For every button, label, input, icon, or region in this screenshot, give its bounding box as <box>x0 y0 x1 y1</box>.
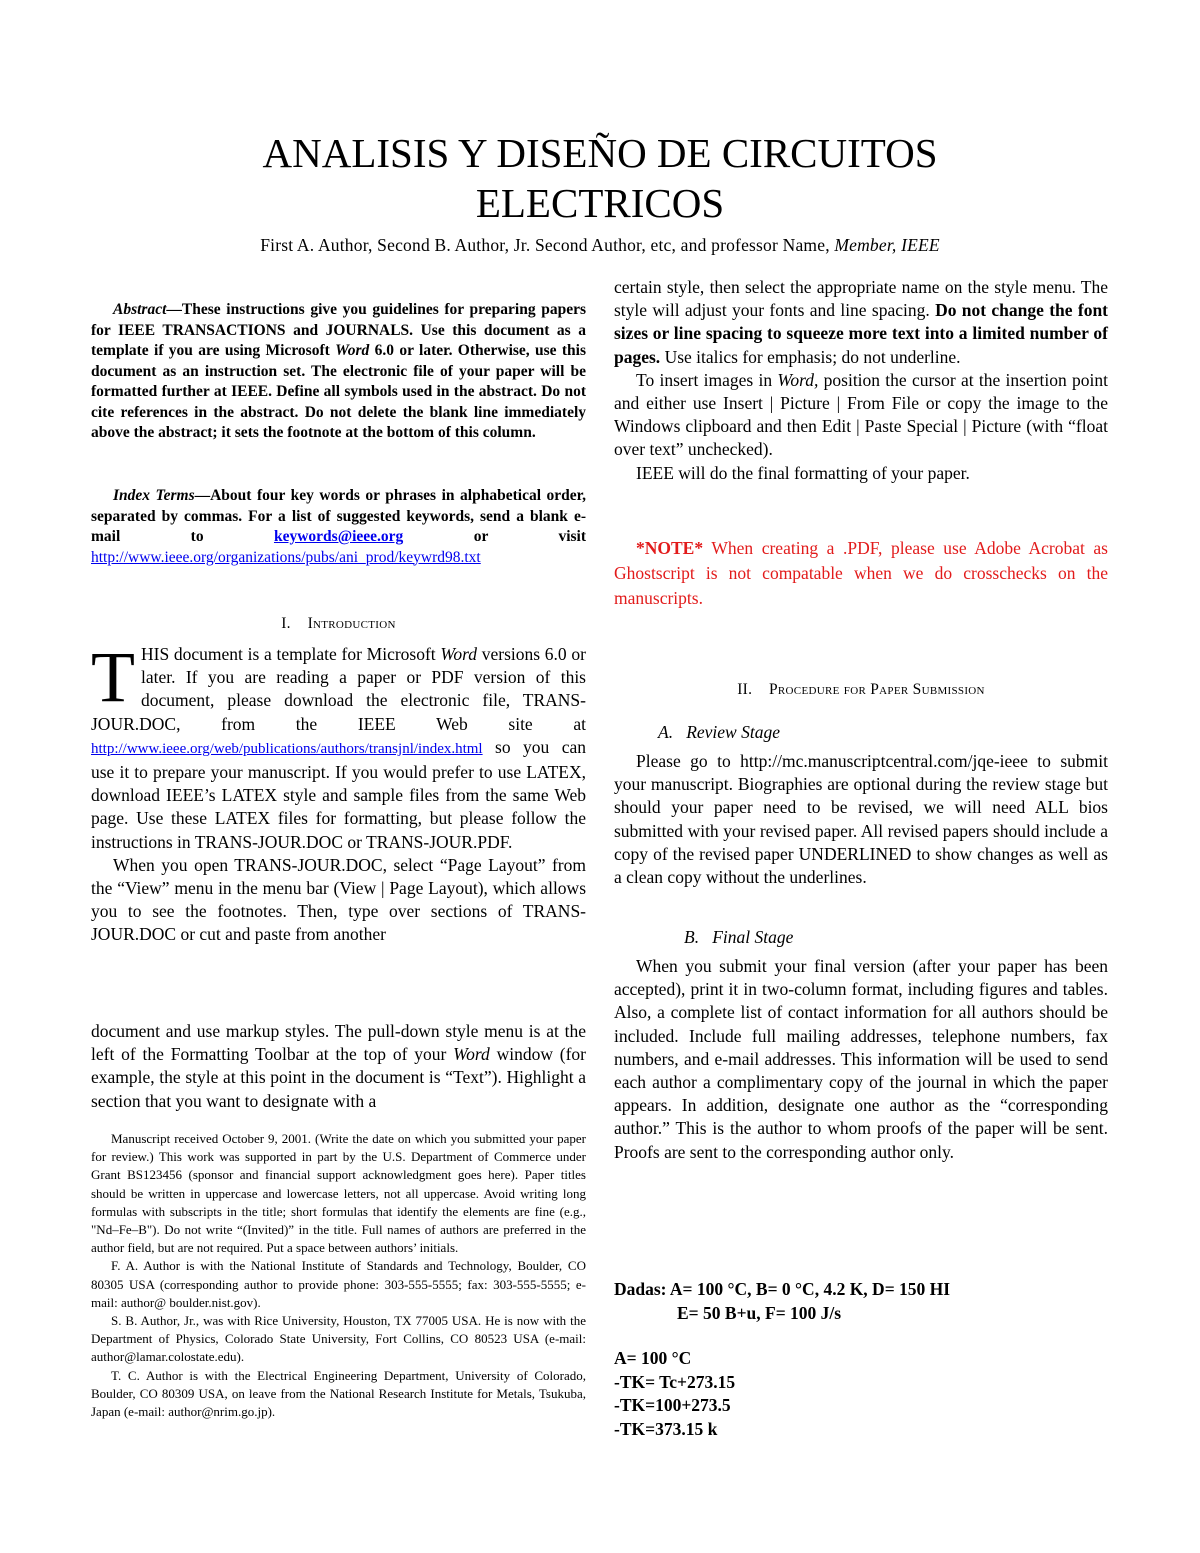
note-body: When creating a .PDF, please use Adobe Acrobat as Ghostscript is not compatable when we do crosschecks on the manuscripts. <box>614 538 1108 608</box>
images-para-a: To insert images in <box>636 369 778 390</box>
subsection-b-letter: B. <box>684 927 700 947</box>
index-terms-or-visit: or visit <box>403 528 586 545</box>
intro-para-1-a: HIS document is a template for Microsoft <box>140 644 441 664</box>
index-terms-body: —About four key words or phrases in alphabetical order, separated by commas. For a list of suggested keywords, send a blank e-mail to <box>91 487 586 545</box>
intro-word: Word <box>440 644 478 664</box>
note-block <box>614 536 1108 611</box>
keywords-email-link[interactable]: keywords@ieee.org <box>273 528 404 545</box>
images-para-b: position the cursor at the insertion point and either use Insert | Picture | From File or copy the image to the Windows clipboard and then Edit | Paste Special | Picture (with “float over text” unchecked). <box>614 369 1108 460</box>
footnote-author-2: S. B. Author, Jr., was with Rice University, Houston, TX 77005 USA. He is now with the Department of Physics, Colorado State University, Fort Collins, CO 80523 USA (e-mail: author@lamar.colostate.edu). <box>91 1313 586 1365</box>
subsection-b-heading <box>684 927 1098 948</box>
title-line-1: ANALISIS Y DISEÑO DE CIRCUITOS <box>262 130 938 176</box>
section-2-heading <box>614 681 1108 699</box>
right-column-top <box>614 276 1108 485</box>
style-para-b: Use italics for emphasis; do not underline. <box>660 346 961 367</box>
title-line-2: ELECTRICOS <box>475 180 725 226</box>
trans-jour-url-link[interactable]: http://www.ieee.org/web/publications/authors/transjnl/index.html <box>91 740 483 757</box>
subsection-b-title: Final Stage <box>712 927 794 947</box>
drop-cap: T <box>91 637 135 717</box>
dadas-line-1: Dadas: A= 100 °C, B= 0 °C, 4.2 K, D= 150 HI <box>614 1279 951 1299</box>
section-1-continued <box>91 1020 586 1113</box>
final-formatting-para: IEEE will do the final formatting of your paper. <box>636 462 970 483</box>
intro-para-1-c: so you can use it to prepare your manuscript. If you would prefer to use LATEX, download IEEE’s LATEX style and sample files from the same Web page. Use these LATEX files for formatting, but please follow the instructions in TRANS-JOUR.DOC or TRANS-JOUR.PDF. <box>91 736 586 852</box>
calc-line-3: -TK=100+273.5 <box>614 1395 731 1415</box>
footnote-block <box>91 1130 586 1421</box>
calc-line-1: A= 100 °C <box>614 1348 692 1368</box>
paper-title <box>0 128 1200 228</box>
subsection-b-body-block <box>614 955 1108 1164</box>
subsection-a-heading <box>658 722 1098 743</box>
calc-line-4: -TK=373.15 k <box>614 1418 718 1439</box>
abstract-block <box>91 300 586 444</box>
keywords-url-link[interactable]: http://www.ieee.org/organizations/pubs/ani_prod/keywrd98.txt <box>91 548 481 566</box>
section-1-heading <box>91 615 586 633</box>
subsection-a-body-block <box>614 750 1108 889</box>
intro-para-2: When you open TRANS-JOUR.DOC, select “Page Layout” from the “View” menu in the menu bar (View | Page Layout), which allows you to see the footnotes. Then, type over sections of TRANS-JOUR.DOC or cut and paste from another <box>91 854 586 945</box>
subsection-a-letter: A. <box>658 722 674 742</box>
abstract-body-2: 6.0 or later. Otherwise, use this document as an instruction set. The electronic file of your paper will be formatted further at IEEE. Define all symbols used in the abstract. Do not cite references in the abstract. Do not delete the blank line immediately above the abstract; it sets the footnote at the bottom of this column. <box>91 342 586 441</box>
section-1-title: Introduction <box>307 615 396 632</box>
section-1-body <box>91 637 586 947</box>
subsection-b-body: When you submit your final version (after your paper has been accepted), print it in two-column format, including figures and tables. Also, a complete list of contact information for all authors should be included. Include full mailing addresses, telephone numbers, fax numbers, and e-mail addresses. This information will be used to send each author a complimentary copy of the journal in which the paper appears. In addition, designate one author as the “corresponding author.” This is the author to whom proofs of the paper will be sent. Proofs are sent to the corresponding author only. <box>614 956 1108 1162</box>
subsection-a-body: Please go to http://mc.manuscriptcentral.com/jqe-ieee to submit your manuscript. Biographies are optional during the review stage but should your paper need to be revised, we will need ALL bios submitted with your revised paper. All revised papers should include a copy of the revised paper UNDERLINED to show changes as well as a clean copy without the underlines. <box>614 751 1108 888</box>
section-1-numeral: I. <box>281 615 291 632</box>
author-line <box>0 235 1200 256</box>
footnote-author-1: F. A. Author is with the National Institute of Standards and Technology, Boulder, CO 80305 USA (corresponding author to provide phone: 303-555-5555; fax: 303-555-5555; e-mail: author@ boulder.nist.gov). <box>91 1258 586 1310</box>
abstract-body: —These instructions give you guidelines for preparing papers for IEEE TRANSACTIONS and JOURNALS. Use this document as a template if you are using Microsoft <box>91 301 586 359</box>
abstract-word: Word <box>335 342 370 359</box>
section-2-numeral: II. <box>737 681 753 698</box>
footnote-manuscript: Manuscript received October 9, 2001. (Write the date on which you submitted your paper for review.) This work was supported in part by the U.S. Department of Commerce under Grant BS123456 (sponsor and financial support acknowledgment goes here). Paper titles should be written in uppercase and lowercase letters, not all uppercase. Avoid writing long formulas with subscripts in the title; short formulas that identify the elements are fine (e.g., "Nd–Fe–B"). Do not write “(Invited)” in the title. Full names of authors are preferred in the author field, but are not required. Put a space between authors’ initials. <box>91 1131 586 1256</box>
dadas-block <box>614 1278 1108 1441</box>
abstract-label: Abstract <box>113 301 167 318</box>
intro-para-3-b: window (for example, the style at this point in the document is “Text”). Highlight a section that you want to designate with a <box>91 1044 587 1111</box>
style-para-a: certain style, then select the appropriate name on the style menu. The style will adjust your fonts and line spacing. <box>614 277 1108 321</box>
images-para-word: Word, <box>777 369 819 390</box>
dadas-line-2: E= 50 B+u, F= 100 J/s <box>677 1302 842 1323</box>
section-2-title: Procedure for Paper Submission <box>769 681 985 698</box>
style-para-bold: Do not change the font sizes or line spacing to squeeze more text into a limited number of pages. <box>614 300 1109 367</box>
intro-para-1-b: versions 6.0 or later. If you are reading a paper or PDF version of this document, please download the electronic file, TRANS-JOUR.DOC, from the IEEE Web site at <box>91 644 586 734</box>
index-terms-block <box>91 486 586 568</box>
intro-para-3-a: document and use markup styles. The pull-down style menu is at the left of the Formatting Toolbar at the top of your <box>91 1021 586 1065</box>
calc-line-2: -TK= Tc+273.15 <box>614 1371 736 1392</box>
footnote-author-3: T. C. Author is with the Electrical Engineering Department, University of Colorado, Boulder, CO 80309 USA, on leave from the National Research Institute for Metals, Tsukuba, Japan (e-mail: author@nrim.go.jp). <box>91 1367 586 1420</box>
author-names: First A. Author, Second B. Author, Jr. Second Author, etc, and professor Name, <box>260 235 835 255</box>
subsection-a-title: Review Stage <box>686 722 780 742</box>
intro-para-3-word: Word <box>453 1044 490 1065</box>
author-membership: Member, IEEE <box>834 235 940 255</box>
note-label: *NOTE* <box>636 538 704 558</box>
index-terms-label: Index Terms <box>113 487 195 504</box>
